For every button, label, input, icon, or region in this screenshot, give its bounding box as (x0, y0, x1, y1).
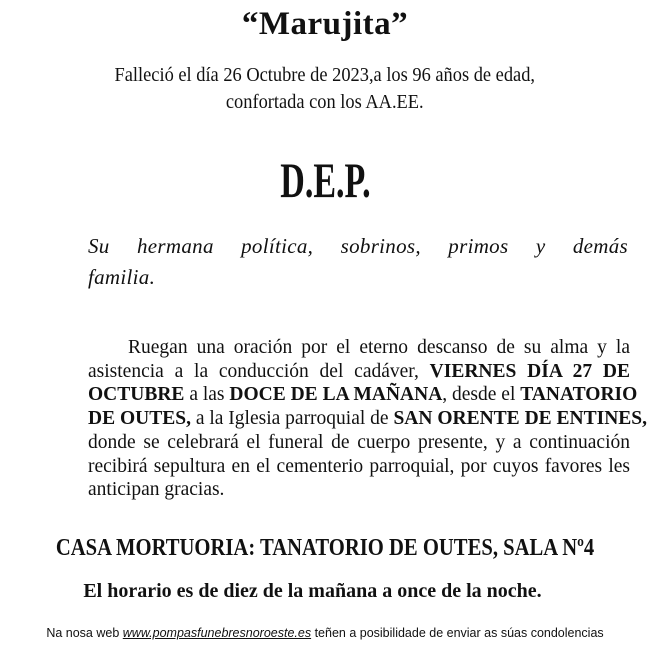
funeral-home-heading (0, 533, 650, 563)
announcement-line-2 (88, 360, 630, 384)
footer-suffix: teñen a posibilidade de enviar as súas condolencias (314, 626, 604, 640)
announcement-text: anticipan gracias. (88, 479, 225, 501)
funeral-home-text: CASA MORTUORIA: TANATORIO DE OUTES, SALA Nº4 (55, 535, 595, 561)
website-link[interactable]: www.pompasfunebresnoroeste.es (122, 626, 312, 640)
announcement-line-7 (88, 478, 630, 502)
dep-text: D.E.P. (279, 152, 371, 208)
announcement-line-4 (88, 407, 648, 431)
announcement-text: a la Iglesia parroquial de (195, 408, 389, 430)
death-notice-line-2: confortada con los AA.EE. (225, 91, 424, 113)
announcement-text: recibirá sepultura en el cementerio parroquial, por cuyos favores les (88, 455, 630, 477)
funeral-home-name: TANATORIO (520, 384, 638, 406)
announcement-text: asistencia a la conducción del cadáver, (88, 360, 419, 382)
funeral-date: VIERNES DÍA 27 DE (429, 360, 630, 382)
visiting-hours: El horario es de diez de la mañana a once de la noche. (83, 580, 542, 602)
funeral-month: OCTUBRE (88, 384, 185, 406)
death-notice (0, 62, 650, 116)
announcement-text: donde se celebrará el funeral de cuerpo presente, y a continuación (88, 431, 630, 453)
church-name: SAN ORENTE DE ENTINES, (393, 408, 648, 430)
announcement-line-5 (88, 431, 630, 455)
announcement-text: a las (189, 384, 225, 406)
dep-heading (0, 152, 650, 208)
footer-prefix: Na nosa web (46, 626, 120, 640)
announcement-text: , desde el (442, 384, 516, 406)
deceased-nickname: “Marujita” (241, 6, 409, 42)
family-line-2: familia. (88, 265, 156, 289)
announcement-line-6 (88, 455, 630, 479)
announcement-line-1 (88, 336, 630, 360)
announcement-line-3 (88, 383, 638, 407)
announcement-text: Ruegan una oración por el eterno descanso de su alma y la (128, 337, 630, 358)
family-line-1: Su hermana política, sobrinos, primos y demás (88, 234, 628, 258)
footer (0, 625, 650, 641)
funeral-announcement (88, 336, 648, 502)
funeral-home-location: DE OUTES, (88, 408, 191, 430)
death-notice-line-1: Falleció el día 26 Octubre de 2023,a los 96 años de edad, (114, 64, 536, 86)
funeral-time: DOCE DE LA MAÑANA (229, 384, 443, 406)
